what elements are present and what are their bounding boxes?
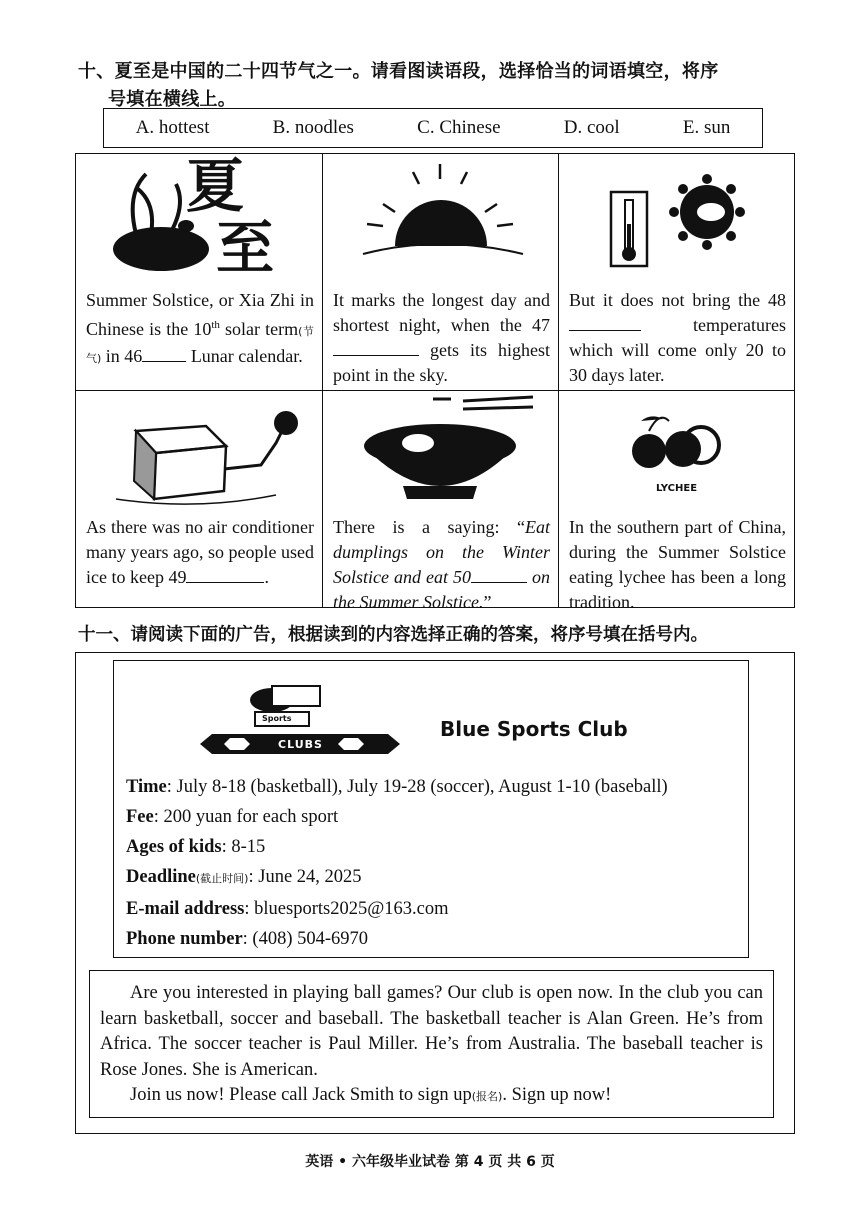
- option-c: C. Chinese: [417, 117, 501, 138]
- lychee-label: LYCHEE: [655, 483, 698, 494]
- cell-6-text-a: In the southern part of China, during the Summer Solstice eating lychee has been a long tradition.: [569, 517, 786, 612]
- cell-6-text: [569, 515, 786, 615]
- info-email-label: E-mail address: [126, 899, 245, 919]
- passage-paragraph-1: Are you interested in playing ball games? Our club is open now. In the club you can learn basketball, soccer and baseball. The basketball teacher is Alan Green. He’s from Africa. The soccer teacher is Paul Miller. He’s from Australia. The baseball teacher is Rose Jones. She is American.: [100, 983, 763, 1080]
- sports-clubs-logo-icon: [200, 684, 400, 764]
- passage-p2-b: . Sign up now!: [502, 1085, 612, 1105]
- logo-text-clubs: CLUBS: [278, 738, 323, 751]
- info-deadline: [126, 862, 668, 894]
- blank-47[interactable]: [333, 355, 419, 356]
- cell-5-italic-a: Eat dumplings on the Winter Solstice and eat 50: [333, 517, 550, 587]
- info-email: [126, 894, 668, 924]
- grid-cell-2: [323, 154, 559, 391]
- info-time-label: Time: [126, 777, 167, 797]
- blank-50[interactable]: [471, 582, 527, 583]
- info-phone-label: Phone number: [126, 929, 243, 949]
- cell-4-text-a: As there was no air conditioner many years ago, so people used ice to keep 49: [86, 517, 314, 587]
- blank-49[interactable]: [186, 582, 264, 583]
- cell-1-text-d: Lunar calendar.: [186, 346, 303, 366]
- section-10-title-line1: 十、夏至是中国的二十四节气之一。请看图读语段，选择恰当的词语填空，将序: [78, 61, 719, 82]
- cell-5-italic-b: on the Summer Solstice.: [333, 567, 551, 612]
- ad-info-list: [126, 772, 668, 954]
- info-deadline-note: (截止时间): [195, 872, 249, 885]
- cell-1-note: (节气): [86, 325, 314, 365]
- lychee-icon: [559, 391, 795, 491]
- cell-2-text-a: It marks the longest day and shortest night, when the 47: [333, 290, 550, 335]
- cell-5-text: [333, 515, 550, 615]
- cell-2-text-b: gets its highest point in the sky.: [333, 340, 550, 385]
- passage-p2-note: (报名): [471, 1090, 503, 1103]
- option-a: A. hottest: [135, 117, 210, 138]
- cell-4-text-b: .: [264, 567, 269, 587]
- option-b: B. noodles: [272, 117, 354, 138]
- info-phone-value: : (408) 504-6970: [242, 929, 369, 949]
- noodle-bowl-illustration: [323, 391, 558, 511]
- cell-1-text-b: solar term: [219, 319, 299, 339]
- blank-46[interactable]: [142, 361, 186, 362]
- grid-cell-5: [323, 391, 559, 612]
- info-ages-value: : 8-15: [221, 837, 266, 857]
- club-name: Blue Sports Club: [440, 717, 628, 741]
- sunrise-illustration: [323, 154, 558, 286]
- info-time: [126, 772, 668, 802]
- cell-3-text-a: But it does not bring the 48: [569, 290, 786, 310]
- info-time-value: : July 8-18 (basketball), July 19-28 (soccer), August 1-10 (baseball): [166, 777, 668, 797]
- lychee-illustration: [559, 391, 794, 511]
- info-fee-label: Fee: [126, 807, 154, 827]
- section-10-title-line2: 号填在横线上。: [108, 89, 237, 110]
- char-zhi: 至: [216, 214, 275, 282]
- blank-48[interactable]: [569, 330, 641, 331]
- sun-icon: [323, 154, 557, 286]
- info-fee: [126, 802, 668, 832]
- cell-1-text-a: Summer Solstice, or Xia Zhi in Chinese is the 10: [86, 290, 314, 339]
- grid-cell-6: [559, 391, 794, 612]
- logo-text-sports: Sports: [262, 714, 292, 723]
- passage-p2-a: Join us now! Please call Jack Smith to sign up: [130, 1085, 472, 1105]
- thermometer-sun-icon: [559, 154, 795, 286]
- grid-cell-3: [559, 154, 794, 391]
- word-bank: [103, 108, 763, 148]
- cell-4-text: [86, 515, 314, 590]
- info-ages: [126, 832, 668, 862]
- section-10-title: [78, 58, 798, 114]
- cell-3-text: [569, 288, 786, 388]
- cell-5-text-b: ”: [483, 592, 492, 612]
- xiazhi-calligraphy-illustration: [76, 154, 322, 286]
- grid-cell-4: [76, 391, 323, 607]
- cell-5-text-a: There is a saying: “: [333, 517, 525, 537]
- cell-3-text-b: temperatures which will come only 20 to 30 days later.: [569, 315, 786, 385]
- section-11-title: 十一、请阅读下面的广告，根据读到的内容选择正确的答案，将序号填在括号内。: [78, 625, 708, 645]
- cell-1-text: [86, 288, 314, 371]
- ice-cube-icon: [76, 391, 321, 511]
- thermometer-illustration: [559, 154, 794, 286]
- cell-2-text: [333, 288, 550, 388]
- sports-club-logo: [200, 684, 400, 769]
- info-ages-label: Ages of kids: [126, 837, 222, 857]
- info-phone: [126, 924, 668, 954]
- page-footer: 英语 • 六年级毕业试卷 第 4 页 共 6 页: [305, 1154, 555, 1170]
- info-email-value: : bluesports2025@163.com: [244, 899, 449, 919]
- noodle-bowl-icon: [323, 391, 557, 511]
- cell-1-text-c: in 46: [101, 346, 143, 366]
- char-xia: 夏: [186, 152, 245, 220]
- info-fee-value: : 200 yuan for each sport: [153, 807, 339, 827]
- info-deadline-value: : June 24, 2025: [248, 867, 362, 887]
- melting-ice-illustration: [76, 391, 322, 511]
- option-e: E. sun: [682, 117, 731, 138]
- info-deadline-label: Deadline: [126, 867, 196, 887]
- grid-cell-1: [76, 154, 323, 391]
- picture-grid: [75, 152, 795, 612]
- option-d: D. cool: [563, 117, 620, 138]
- passage-paragraph-2: [100, 1083, 763, 1110]
- superscript-th: th: [211, 319, 220, 331]
- reading-passage: [89, 970, 774, 1118]
